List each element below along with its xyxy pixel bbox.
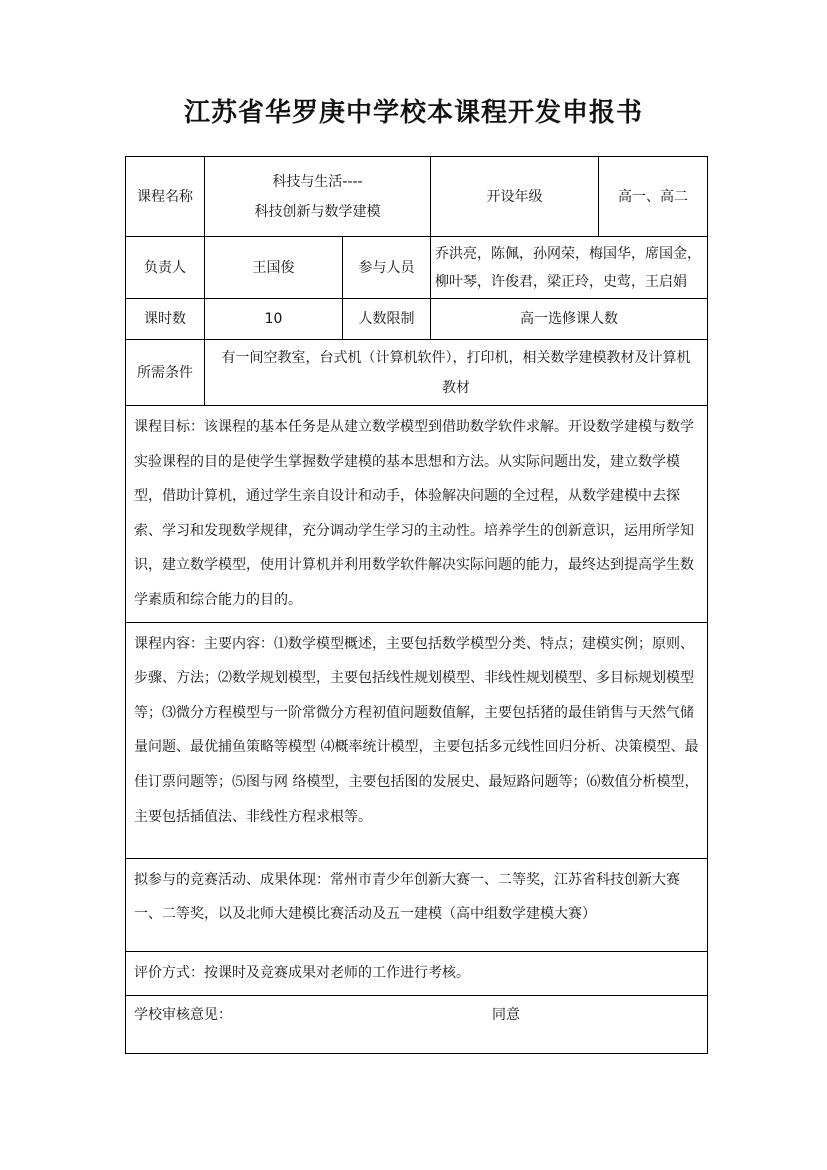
conditions-label: 所需条件 <box>126 340 205 406</box>
competition-row <box>126 858 708 951</box>
course-goal-text: 课程目标：该课程的基本任务是从建立数学模型到借助数学软件求解。开设数学建模与数学实验课程的目的是使学生掌握数学建模的基本思想和方法。从实际问题出发，建立数学模型，借助计算机，通过学生亲自设计和动手，体验解决问题的全过程，从数学建模中去探索、学习和发现数学规律，充分调动学生学习的主动性。培养学生的创新意识，运用所学知识，建立数学模型，使用计算机并利用数学软件解决实际问题的能力，最终达到提高学生数学素质和综合能力的目的。 <box>126 406 708 623</box>
review-cell <box>126 995 708 1053</box>
review-value: 同意 <box>492 1006 520 1023</box>
review-label: 学校审核意见： <box>134 1006 232 1023</box>
course-name-label: 课程名称 <box>126 157 205 237</box>
leader-value: 王国俊 <box>205 237 343 299</box>
evaluation-text: 评价方式：按课时及竞赛成果对老师的工作进行考核。 <box>126 951 708 995</box>
limit-value: 高一选修课人数 <box>431 299 708 340</box>
leader-row <box>126 237 708 299</box>
grade-label: 开设年级 <box>431 157 599 237</box>
review-row <box>126 995 708 1053</box>
course-name-line2: 科技创新与数学建模 <box>254 203 381 220</box>
leader-label: 负责人 <box>126 237 205 299</box>
conditions-line1: 有一间空教室，台式机（计算机软件），打印机，相关数学建模教材及计算机 <box>221 349 691 366</box>
evaluation-row <box>126 951 708 995</box>
hours-value: 10 <box>205 299 343 340</box>
goal-row <box>126 406 708 623</box>
course-name-row <box>126 157 708 237</box>
hours-row <box>126 299 708 340</box>
conditions-line2: 教材 <box>442 379 470 396</box>
conditions-value <box>205 340 708 406</box>
course-name-line1: 科技与生活---- <box>272 173 363 190</box>
participants-line2: 柳叶琴，许俊君，梁正玲，史莺，王启娟 <box>435 273 687 290</box>
participants-label: 参与人员 <box>343 237 431 299</box>
limit-label: 人数限制 <box>343 299 431 340</box>
content-row <box>126 622 708 858</box>
course-content-text: 课程内容：主要内容：⑴数学模型概述，主要包括数学模型分类、特点；建模实例；原则、步骤、方法；⑵数学规划模型，主要包括线性规划模型、非线性规划模型、多目标规划模型等；⑶微分方程模型与一阶常微分方程初值问题数值解，主要包括猪的最佳销售与天然气储量问题、最优捕鱼策略等模型 ⑷概率统计模型，主要包括多元线性回归分析、决策模型、最佳订票问题等；⑸图与网 络模型，主要包括图的发展史、最短路问题等；⑹数值分析模型，主要包括插值法、非线性方程求根等。 <box>126 622 708 858</box>
participants-value <box>431 237 708 299</box>
course-name-value <box>205 157 431 237</box>
grade-value: 高一、高二 <box>599 157 708 237</box>
application-form-table <box>125 156 708 1054</box>
document-title: 江苏省华罗庚中学校本课程开发申报书 <box>183 98 643 128</box>
competition-text: 拟参与的竞赛活动、成果体现：常州市青少年创新大赛一、二等奖，江苏省科技创新大赛一、二等奖，以及北师大建模比赛活动及五一建模（高中组数学建模大赛） <box>126 858 708 951</box>
hours-label: 课时数 <box>126 299 205 340</box>
participants-line1: 乔洪亮，陈佩，孙网荣，梅国华，席国金， <box>435 245 701 262</box>
conditions-row <box>126 340 708 406</box>
